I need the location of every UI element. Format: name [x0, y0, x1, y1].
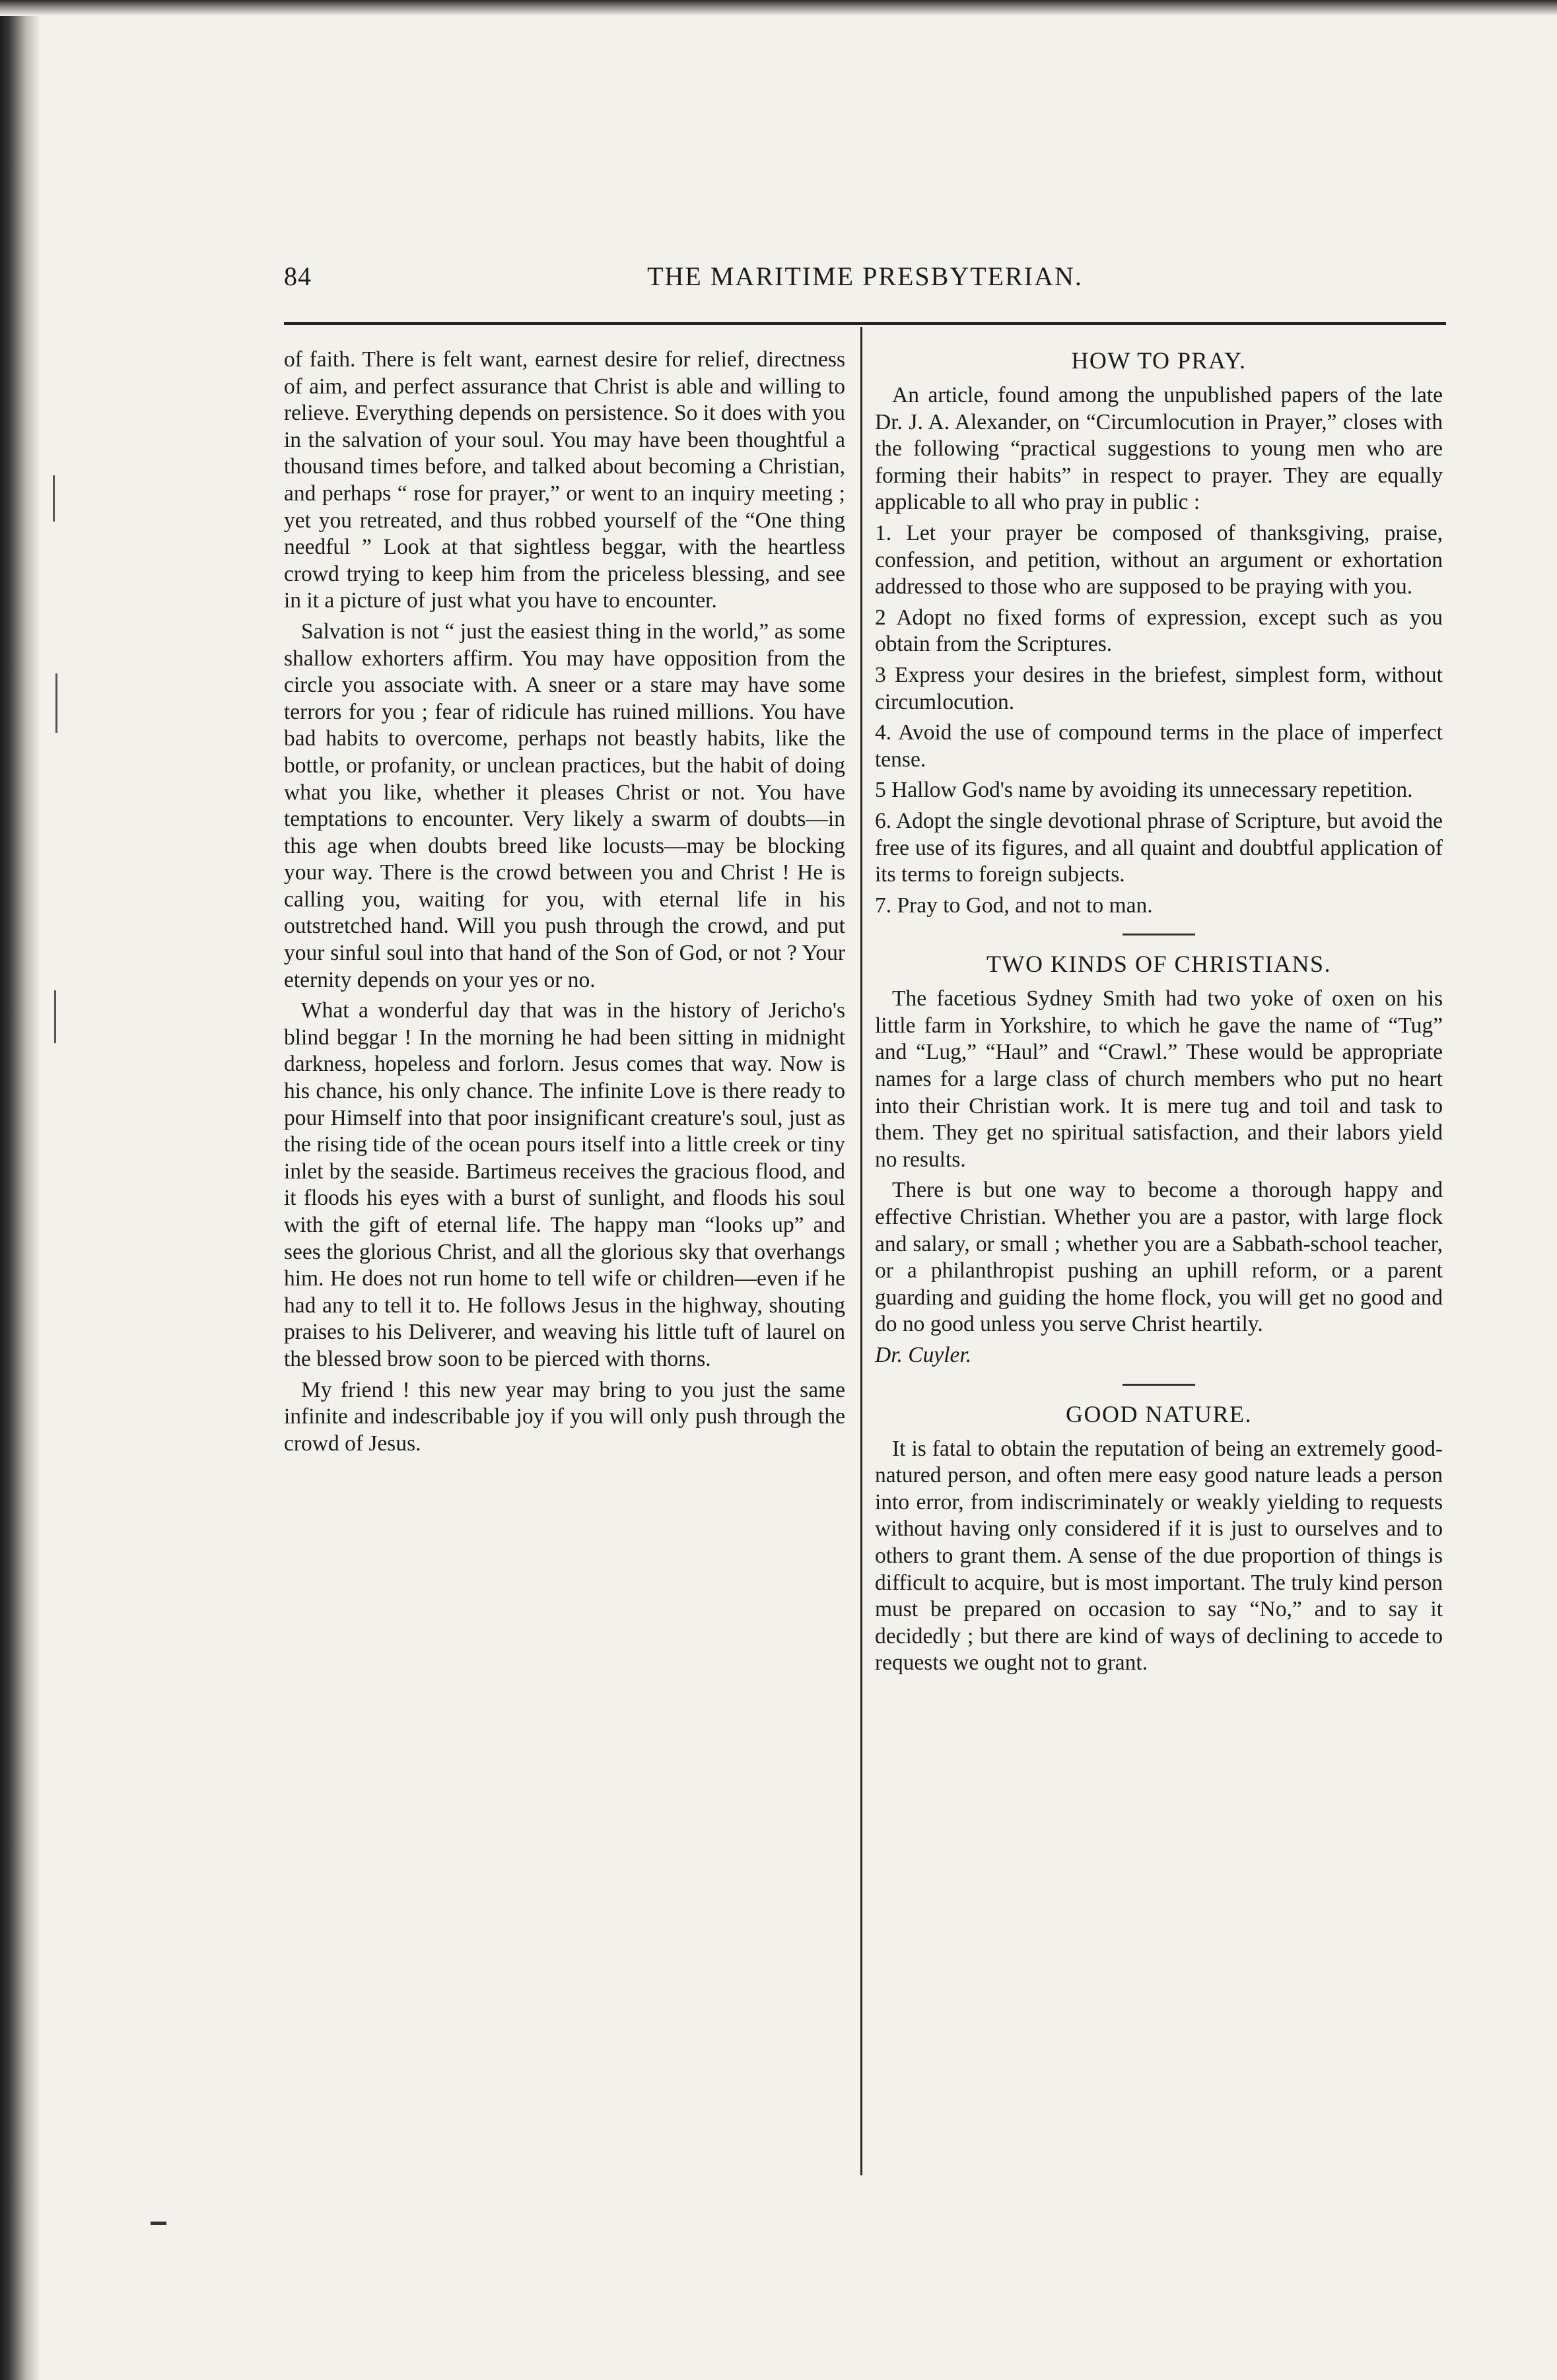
- scan-top-edge: [0, 0, 1557, 16]
- stray-mark: [151, 2222, 166, 2225]
- section-heading-two-kinds: TWO KINDS OF CHRISTIANS.: [986, 951, 1332, 978]
- paragraph: Salvation is not “ just the easiest thing in the world,” as some shallow exhorters affirm. You may have opposition from the circle you associate with. A sneer or a stare may have some terrors for you ; fear of ridicule has ruined millions. You have bad habits to overcome, perhaps not beastly habits, like the bottle, or profanity, or unclean practices, but the habit of doing what you like, whether it pleases Christ or not. You have temptations to encounter. Very likely a swarm of doubts—in this age when doubts breed like locusts—may be blocking your way. There is the crowd between you and Christ ! He is calling you, waiting for you, with eternal life in his outstretched hand. Will you push through the crowd, and put your sinful soul into that hand of the Son of God, or not ? Your eternity depends on your yes or no.: [284, 619, 845, 992]
- list-item: 2 Adopt no fixed forms of expression, except such as you obtain from the Scriptures.: [875, 605, 1443, 657]
- section-heading-how-to-pray: HOW TO PRAY.: [1071, 347, 1247, 374]
- section-separator: [1123, 934, 1195, 935]
- paragraph: What a wonderful day that was in the history of Jericho's blind beggar ! In the morning he had been sitting in midnight darkness, hopeless and forlorn. Jesus comes that way. Now is his chance, his only chance. The infinite Love is there ready to pour Himself into that poor insignificant creature's soul, just as the rising tide of the ocean pours itself into a little creek or tiny inlet by the seaside. Bartimeus receives the gracious flood, and it floods his eyes with a burst of sunlight, and floods his soul with the gift of eternal life. The happy man “looks up” and sees the glorious Christ, and all the glorious sky that overhangs him. He does not run home to tell wife or children—even if he had any to tell it to. He follows Jesus in the highway, shouting praises to his Deliverer, and weaving his little tuft of laurel on the blessed brow soon to be pierced with thorns.: [284, 998, 845, 1371]
- list-item: 3 Express your desires in the briefest, simplest form, without circumlocution.: [875, 662, 1443, 714]
- section-heading-good-nature: GOOD NATURE.: [1066, 1400, 1252, 1427]
- paragraph: The facetious Sydney Smith had two yoke of oxen on his little farm in Yorkshire, to which he gave the name of “Tug” and “Lug,” “Haul” and “Crawl.” These would be appropriate names for a large class of church members who put no heart into their Christian work. It is mere tug and toil and task to them. They get no spiritual satisfaction, and their labors yield no results.: [875, 986, 1443, 1172]
- column-divider: [860, 327, 862, 2175]
- right-column: [875, 347, 1443, 1681]
- paragraph: There is but one way to become a thorough happy and effective Christian. Whether you are a pastor, with large flock and salary, or small ; whether you are a Sabbath-school teacher, or a philanthropist pushing an uphill reform, or a parent guarding and guiding the home flock, you will get no good and do no good unless you serve Christ heartily.: [875, 1178, 1443, 1337]
- paragraph: My friend ! this new year may bring to you just the same infinite and indescribable joy if you will only push through the crowd of Jesus.: [284, 1377, 845, 1456]
- list-item: 6. Adopt the single devotional phrase of Scripture, but avoid the free use of its figures, and all quaint and doubtful application of its terms to foreign subjects.: [875, 808, 1443, 887]
- section-separator: [1123, 1384, 1195, 1386]
- paragraph: An article, found among the unpublished papers of the late Dr. J. A. Alexander, on “Circumlocution in Prayer,” closes with the following “practical suggestions to young men who are forming their habits” in respect to prayer. They are equally applicable to all who pray in public :: [875, 383, 1443, 515]
- left-column: [284, 347, 845, 1461]
- page-header: [284, 261, 1446, 300]
- list-item: 7. Pray to God, and not to man.: [875, 893, 1153, 918]
- margin-mark: [54, 990, 56, 1043]
- margin-mark: [53, 475, 55, 522]
- page-number: 84: [284, 261, 312, 291]
- scan-dark-edge: [0, 0, 41, 2380]
- list-item: 5 Hallow God's name by avoiding its unnecessary repetition.: [875, 778, 1413, 803]
- list-item: 4. Avoid the use of compound terms in the place of imperfect tense.: [875, 720, 1443, 772]
- attribution-text: Dr. Cuyler.: [875, 1343, 972, 1367]
- attribution: [875, 1342, 1443, 1369]
- margin-mark: [55, 673, 57, 733]
- header-rule: [284, 322, 1446, 325]
- list-item: 1. Let your prayer be composed of thanksgiving, praise, confession, and petition, without an argument or exhortation addressed to those who are supposed to be praying with you.: [875, 520, 1443, 599]
- running-title: THE MARITIME PRESBYTERIAN.: [647, 261, 1083, 291]
- paragraph: It is fatal to obtain the reputation of being an extremely good-natured person, and often mere easy good nature leads a person into error, from indiscriminately or weakly yielding to requests without having only considered if it is just to ourselves and to others to grant them. A sense of the due proportion of things is difficult to acquire, but is most important. The truly kind person must be prepared on occasion to say “No,” and to say it decidedly ; but there are kind of ways of declining to accede to requests we ought not to grant.: [875, 1436, 1443, 1676]
- paragraph: of faith. There is felt want, earnest desire for relief, directness of aim, and perfect assurance that Christ is able and willing to relieve. Everything depends on persistence. So it does with you in the salvation of your soul. You may have been thoughtful a thousand times before, and talked about becoming a Christian, and perhaps “ rose for prayer,” or went to an inquiry meeting ; yet you retreated, and thus robbed yourself of the “One thing needful ” Look at that sightless beggar, with the heartless crowd trying to keep him from the priceless blessing, and see in it a picture of just what you have to encounter.: [284, 347, 845, 613]
